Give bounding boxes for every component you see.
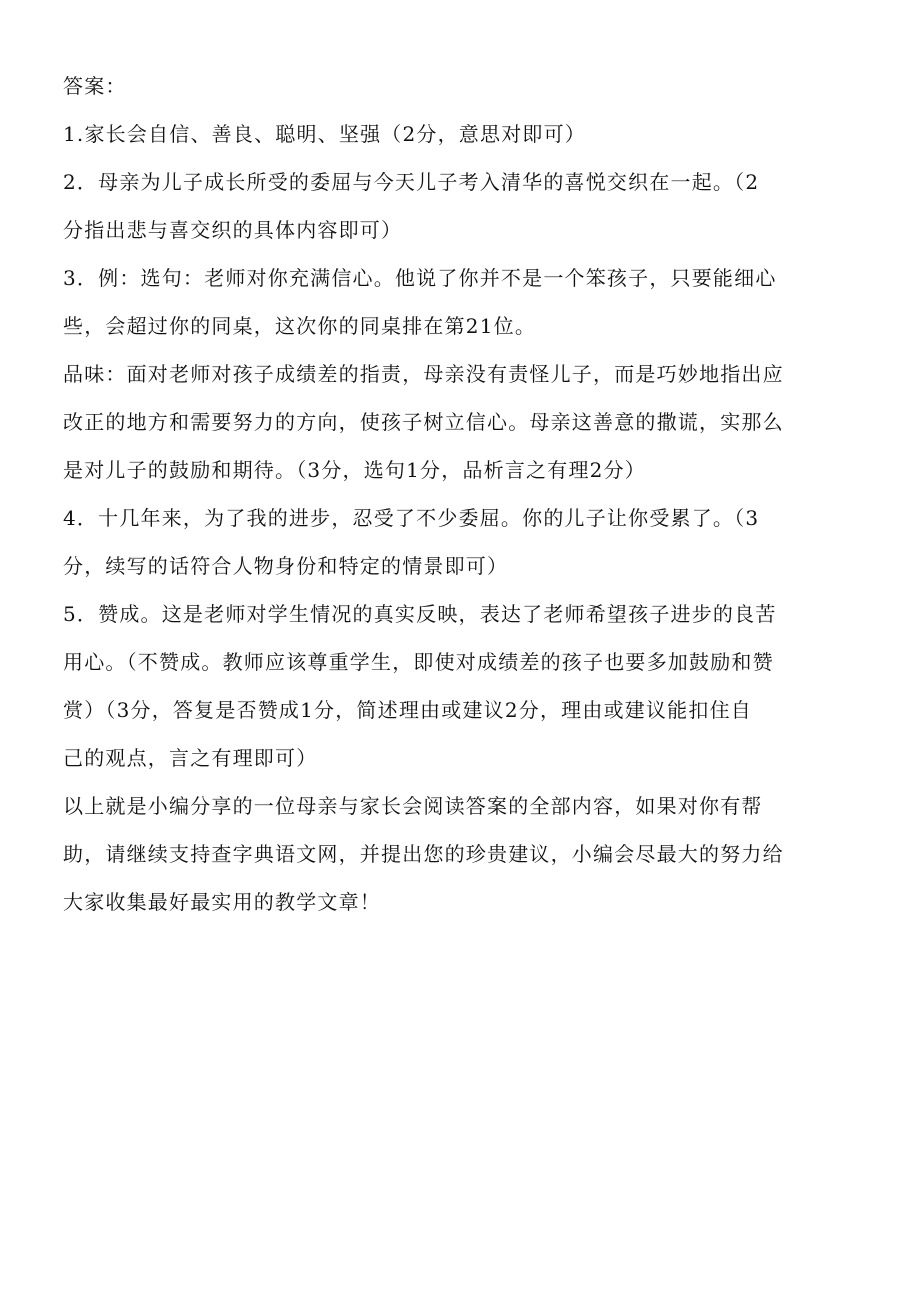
answer-2 (63, 158, 863, 254)
answer-4 (63, 494, 863, 590)
answer-line: 改正的地方和需要努力的方向，使孩子树立信心。母亲这善意的撒谎，实那么 (63, 410, 784, 434)
answer-line: 些，会超过你的同桌，这次你的同桌排在第21位。 (63, 314, 537, 338)
answer-line: 1.家长会自信、善良、聪明、坚强（2分，意思对即可） (63, 122, 587, 146)
answer-line: 3．例：选句：老师对你充满信心。他说了你并不是一个笨孩子，只要能细心 (63, 266, 777, 290)
answer-3-analysis (63, 350, 863, 494)
answer-3 (63, 254, 863, 350)
answer-line: 己的观点，言之有理即可） (63, 746, 318, 770)
answer-line: 是对儿子的鼓励和期待。（3分，选句1分，品析言之有理2分） (63, 458, 646, 482)
answers-heading: 答案： (63, 74, 127, 98)
answer-line: 用心。（不赞成。教师应该尊重学生，即使对成绩差的孩子也要多加鼓励和赞 (63, 650, 774, 674)
answer-5 (63, 590, 863, 782)
closing-line: 以上就是小编分享的一位母亲与家长会阅读答案的全部内容，如果对你有帮 (63, 794, 763, 818)
closing-paragraph (63, 782, 863, 926)
closing-line: 大家收集最好最实用的教学文章！ (63, 890, 381, 914)
closing-line: 助，请继续支持查字典语文网，并提出您的珍贵建议，小编会尽最大的努力给 (63, 842, 784, 866)
answer-line: 分，续写的话符合人物身份和特定的情景即可） (63, 554, 509, 578)
answer-line: 分指出悲与喜交织的具体内容即可） (63, 218, 403, 242)
answer-line: 赏）（3分，答复是否赞成1分，简述理由或建议2分，理由或建议能扣住自 (63, 698, 752, 722)
answer-line: 4．十几年来，为了我的进步，忍受了不少委屈。你的儿子让你受累了。（3 (63, 506, 760, 530)
answer-line: 2．母亲为儿子成长所受的委屈与今天儿子考入清华的喜悦交织在一起。（2 (63, 170, 760, 194)
answer-1 (63, 110, 863, 158)
answer-line: 品味：面对老师对孩子成绩差的指责，母亲没有责怪儿子，而是巧妙地指出应 (63, 362, 784, 386)
answer-line: 5．赞成。这是老师对学生情况的真实反映，表达了老师希望孩子进步的良苦 (63, 602, 777, 626)
document-body (63, 62, 863, 926)
